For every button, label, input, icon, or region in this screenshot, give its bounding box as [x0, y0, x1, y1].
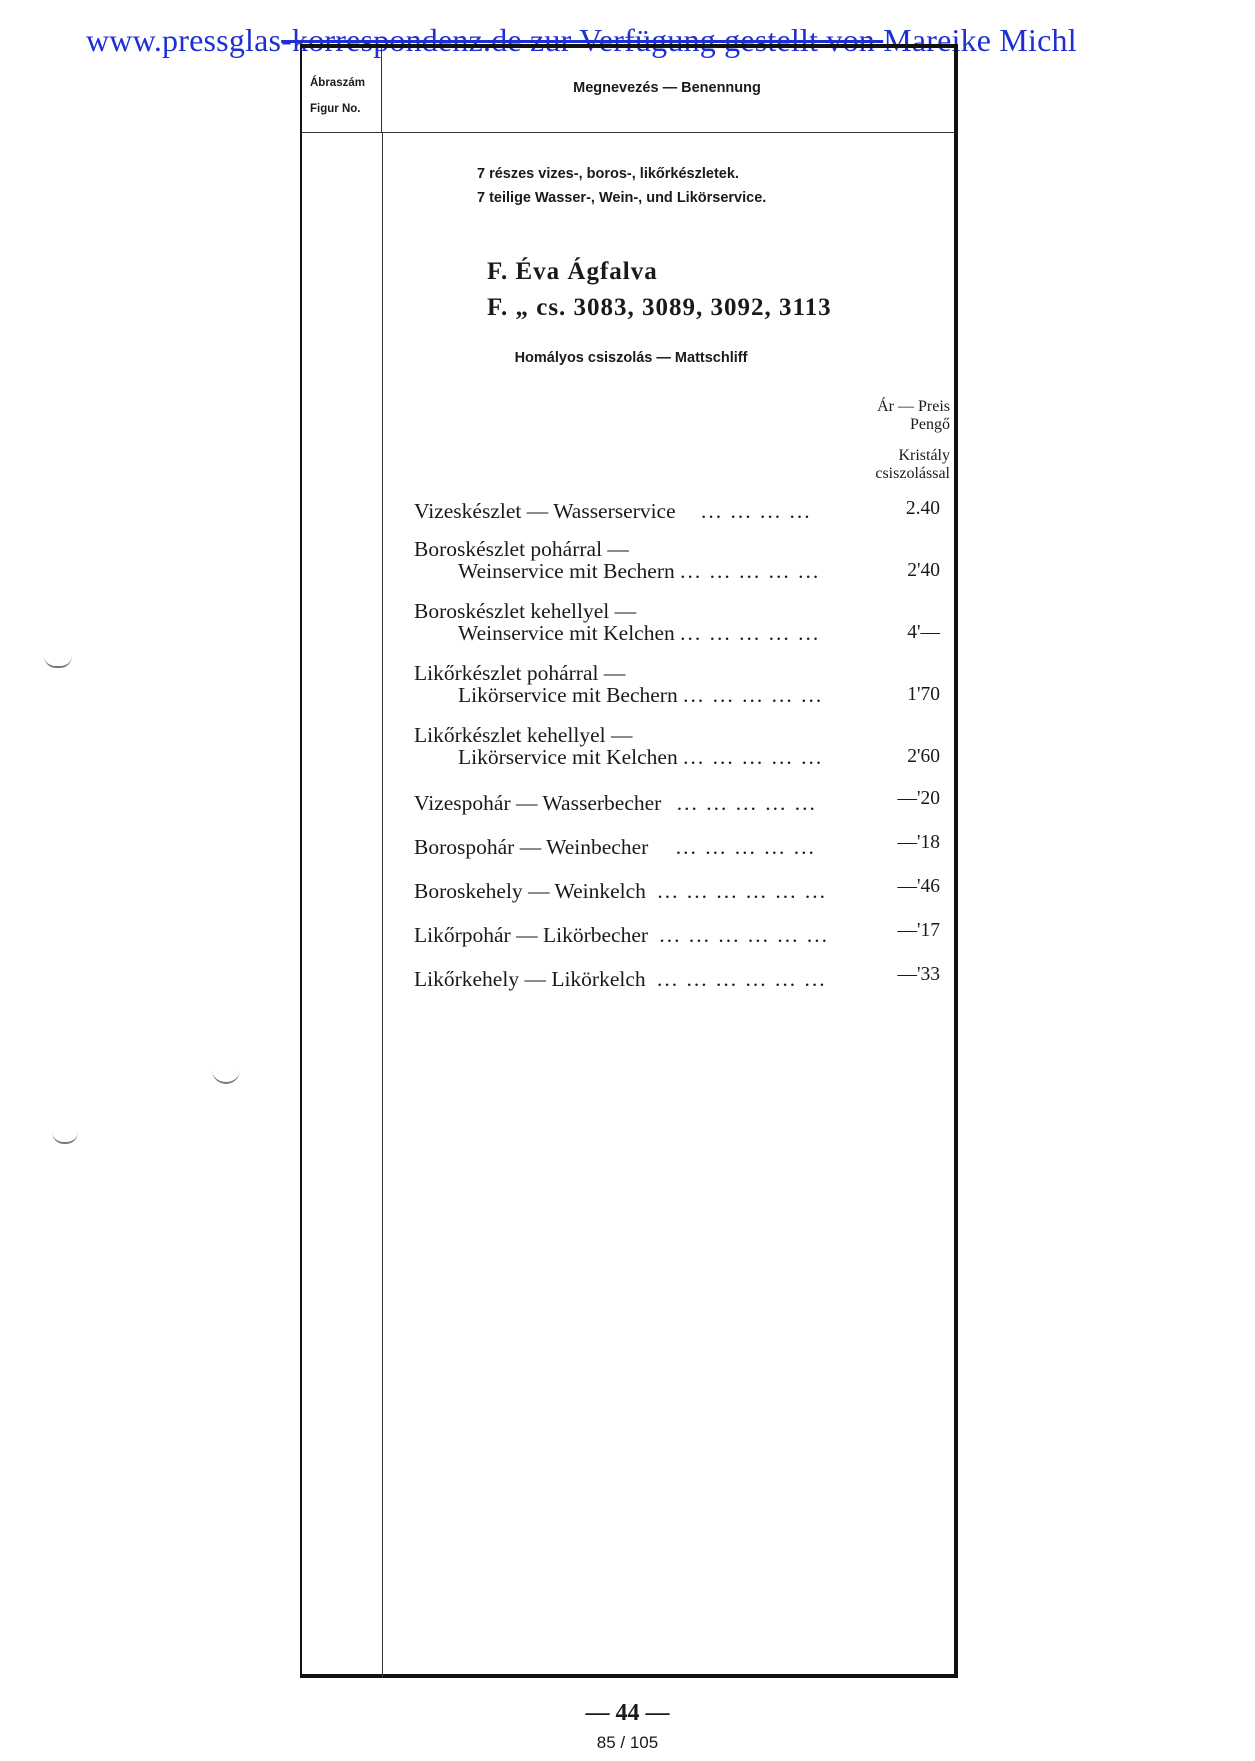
- item-name-de: Weinservice mit Bechern: [458, 559, 675, 583]
- item-name: Borospohár — Weinbecher: [414, 835, 649, 859]
- item-name: Likőrkehely — Likörkelch: [414, 967, 646, 991]
- item-dots: ... ... ... ... ... ...: [659, 923, 830, 947]
- item-name-de: Likörservice mit Bechern: [458, 683, 678, 707]
- cut-style: Homályos csiszolás — Mattschliff: [514, 350, 748, 366]
- item-dots: ... ... ... ... ...: [680, 559, 821, 583]
- price-header: [802, 398, 950, 483]
- item-dots: ... ... ... ... ...: [683, 745, 824, 769]
- figure-line-1: F. Éva Ágfalva: [487, 258, 658, 285]
- price-label: Ár — Preis: [877, 398, 950, 415]
- item-name: Likőrpohár — Likörbecher: [414, 923, 649, 947]
- item-name: Boroskehely — Weinkelch: [414, 879, 646, 903]
- item-price: —'33: [897, 964, 940, 985]
- catalog-table: [300, 44, 958, 1678]
- item-dots: ... ... ... ... ...: [675, 835, 816, 859]
- item-name-de: Likörservice mit Kelchen: [458, 745, 678, 769]
- item-price: —'20: [897, 788, 940, 809]
- watermark-site: www.pressglas: [86, 22, 282, 58]
- item-dots: ... ... ... ...: [701, 499, 812, 523]
- item-dots: ... ... ... ... ...: [683, 683, 824, 707]
- scan-speck: [212, 1070, 240, 1084]
- name-column-header: Megnevezés — Benennung: [573, 80, 761, 96]
- item-dots: ... ... ... ... ...: [676, 791, 817, 815]
- list-item: [414, 968, 827, 990]
- price-currency: Pengő: [910, 416, 950, 433]
- list-item: [414, 836, 816, 858]
- page-number: — 44 —: [585, 1700, 670, 1726]
- price-variant-2: csiszolással: [875, 465, 950, 482]
- item-name: Boroskészlet pohárral —: [414, 537, 629, 561]
- list-item: [414, 880, 827, 902]
- figure-line-2: F. „ cs. 3083, 3089, 3092, 3113: [487, 294, 832, 321]
- watermark-name: Mareike Michl: [883, 22, 1077, 58]
- item-price: 1'70: [907, 684, 940, 705]
- figure-header-de: Figur No.: [310, 103, 361, 115]
- list-item: [414, 600, 820, 644]
- figure-column-header: [302, 48, 382, 132]
- item-name: Boroskészlet kehellyel —: [414, 599, 637, 623]
- item-price: 2'40: [907, 560, 940, 581]
- item-dots: ... ... ... ... ... ...: [657, 879, 827, 903]
- item-price: 2'60: [907, 746, 940, 767]
- table-header: [302, 48, 954, 133]
- item-name: Likőrkészlet kehellyel —: [414, 723, 633, 747]
- list-item: [414, 924, 829, 946]
- item-dots: ... ... ... ... ...: [680, 621, 821, 645]
- list-item: [414, 724, 823, 768]
- item-price: 2.40: [905, 498, 940, 519]
- watermark-middle: -korrespondenz.de zur Verfügung gestellt von: [281, 22, 884, 58]
- pdf-page-indicator: 85 / 105: [596, 1733, 659, 1752]
- hole-punch-mark: [44, 640, 72, 668]
- item-price: —'46: [897, 876, 940, 897]
- item-name-de: Weinservice mit Kelchen: [458, 621, 675, 645]
- intro-hu: 7 részes vizes-, boros-, likőrkészletek.: [477, 166, 739, 182]
- figure-header-hu: Ábraszám: [310, 77, 365, 89]
- item-dots: ... ... ... ... ... ...: [657, 967, 827, 991]
- price-variant-1: Kristály: [898, 447, 950, 464]
- item-name: Vizespohár — Wasserbecher: [414, 791, 662, 815]
- list-item: [414, 662, 823, 706]
- list-item: [414, 538, 820, 582]
- hole-punch-mark: [52, 1116, 78, 1144]
- list-item: [414, 792, 817, 814]
- list-item: [414, 500, 812, 522]
- item-price: —'18: [897, 832, 940, 853]
- item-name: Likőrkészlet pohárral —: [414, 661, 626, 685]
- item-name: Vizeskészlet — Wasserservice: [414, 499, 676, 523]
- intro-de: 7 teilige Wasser-, Wein-, und Likörservice.: [477, 190, 767, 206]
- item-price: —'17: [897, 920, 940, 941]
- item-price: 4'—: [907, 622, 940, 643]
